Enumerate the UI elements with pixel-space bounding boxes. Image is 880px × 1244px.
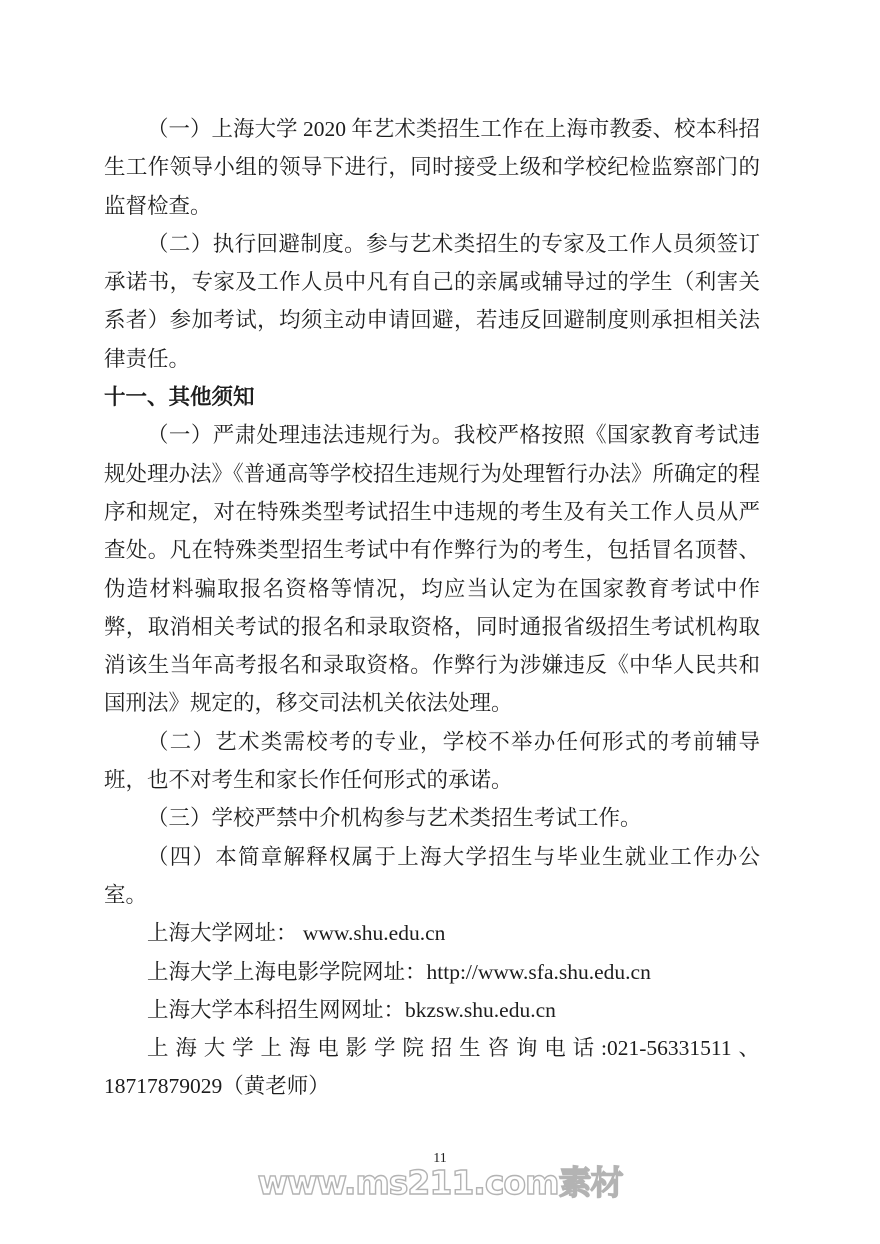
watermark: www.ms211.com素材 [257,1163,623,1202]
page-number: 11 [433,1151,447,1166]
paragraph-film-academy-website: 上海大学上海电影学院网址：http://www.sfa.shu.edu.cn [147,959,651,984]
paragraph-university-website: 上海大学网址： www.shu.edu.cn [147,921,446,946]
paragraph-supervision: （一）上海大学 2020 年艺术类招生工作在上海市教委、校本科招生工作领导小组的领导下进行，同时接受上级和学校纪检监察部门的监督检查。 [104,117,760,218]
document-body [104,110,760,1106]
paragraph-no-coaching-classes: （二）艺术类需校考的专业，学校不举办任何形式的考前辅导班，也不对考生和家长作任何形式的承诺。 [104,729,760,793]
paragraph-recusal-policy: （二）执行回避制度。参与艺术类招生的专家及工作人员须签订承诺书，专家及工作人员中凡有自己的亲属或辅导过的学生（利害关系者）参加考试，均须主动申请回避，若违反回避制度则承担相关法律责任。 [104,231,760,371]
paragraph-consultation-phone: 上海大学上海电影学院招生咨询电话:021-56331511、18717879029（黄老师） [104,1036,760,1099]
section-heading-other-notes: 十一、其他须知 [104,385,255,410]
paragraph-interpretation-rights: （四）本简章解释权属于上海大学招生与毕业生就业工作办公室。 [104,844,760,907]
paragraph-admissions-website: 上海大学本科招生网网址：bkzsw.shu.edu.cn [147,997,556,1022]
paragraph-no-intermediaries: （三）学校严禁中介机构参与艺术类招生考试工作。 [147,806,642,831]
paragraph-violation-handling: （一）严肃处理违法违规行为。我校严格按照《国家教育考试违规处理办法》《普通高等学校招生违规行为处理暂行办法》所确定的程序和规定，对在特殊类型考试招生中违规的考生及有关工作人员从严查处。凡在特殊类型招生考试中有作弊行为的考生，包括冒名顶替、伪造材料骗取报名资格等情况，均应当认定为在国家教育考试中作弊，取消相关考试的报名和录取资格，同时通报省级招生考试机构取消该生当年高考报名和录取资格。作弊行为涉嫌违反《中华人民共和国刑法》规定的，移交司法机关依法处理。 [104,423,760,716]
